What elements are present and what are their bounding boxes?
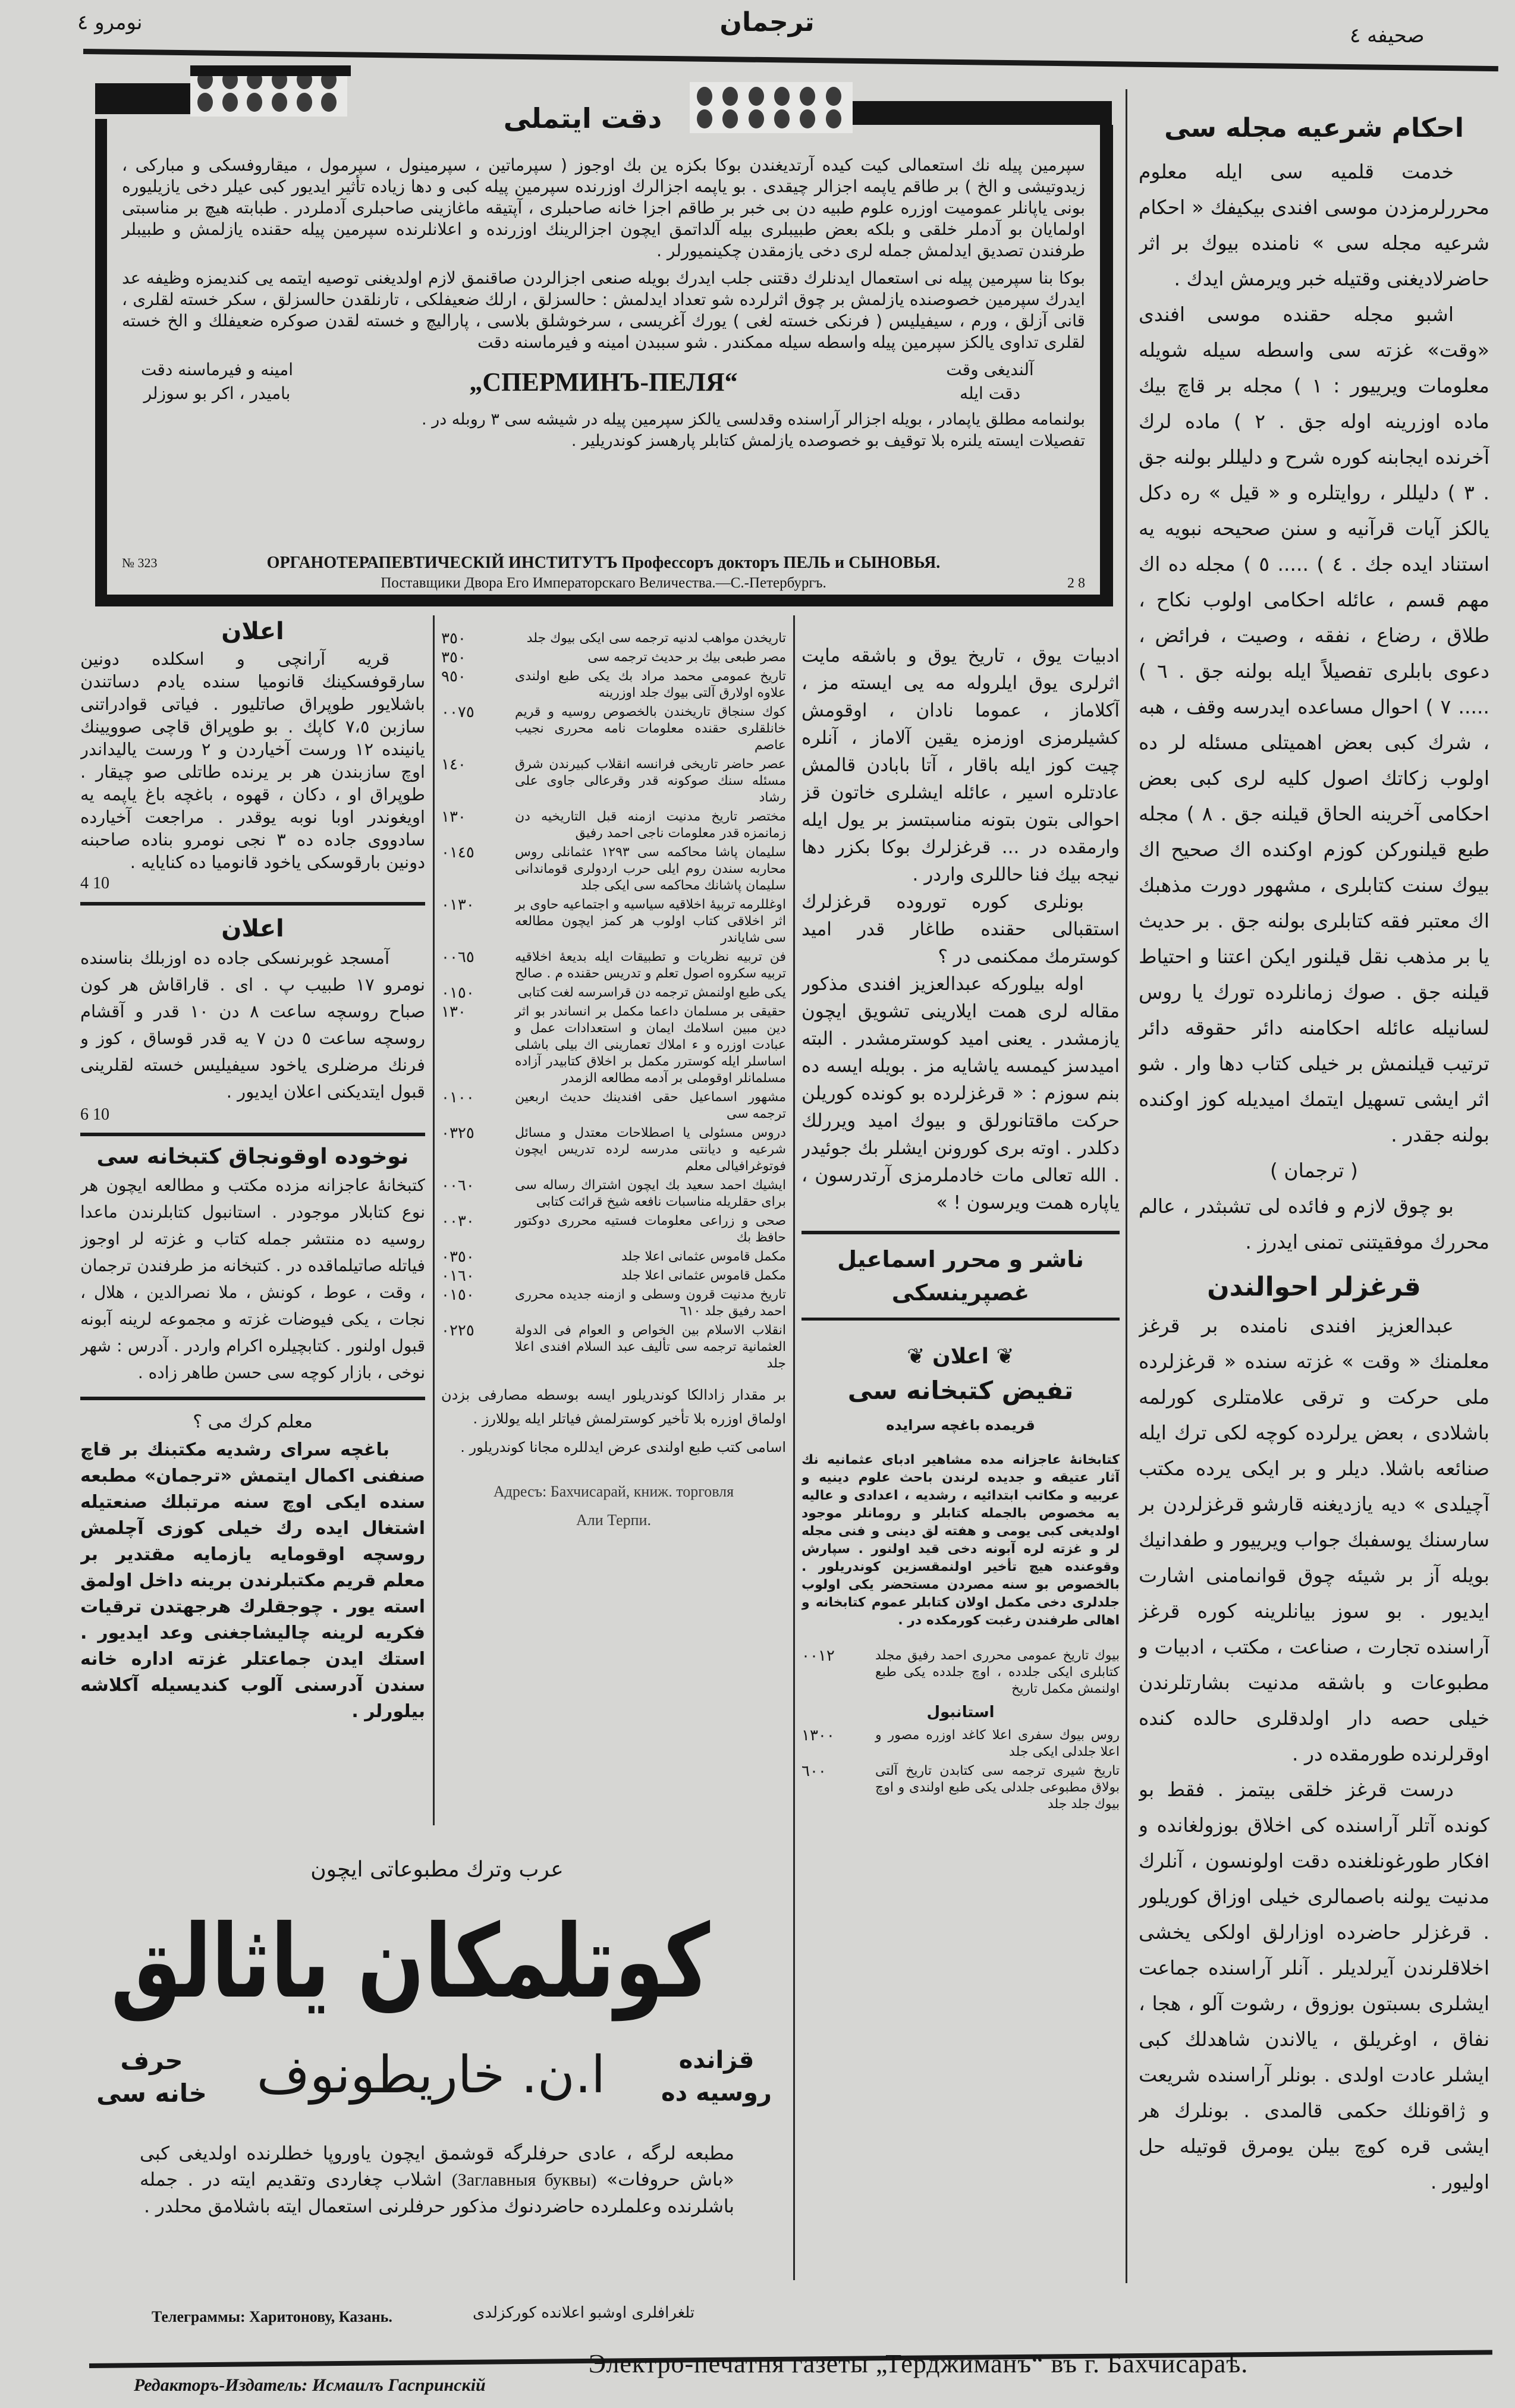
ad-heading: اعلان: [221, 915, 284, 942]
telegram-address: Телеграммы: Харитонову, Казань.: [152, 2308, 392, 2325]
book-title: مشهور اسماعيل حقى افندينك حديث اربعين ترجمه سى: [515, 1090, 786, 1121]
ad-description: [140, 2140, 734, 2220]
ad-side-left: [122, 358, 312, 405]
book-price: ٠١٣٠: [441, 896, 474, 914]
article-heading: احكام شرعيه مجله سى: [1164, 113, 1464, 143]
book-price: ٦٠٠: [801, 1762, 826, 1780]
book-list-item: [441, 649, 786, 666]
ad-paragraph: بوكا بنا سپرمين پيله نى استعمال ايدنلرك دقتنى جلب ايدرك بويله صنعى اجزالردن صاقنمق لازم اولديغنى توصيه ايتمه يى كنديمزه وظيفه عد ايدرك سپرمين خصوصنده يازلمش بر چوق اثرلرده شو تعداد ايدلمش : حالسزلق ، ارلك ضعيفلكى ، تارنلقدن حالسزلق ، سكر خسته لقلرى ، قانى آزلق ، ورم ، سيفيليس ( فرنكى خسته لغى ) يورك آغريسى ، سرخوشلق بلاسى ، پاراليچ و خسته لقدن صوكره ضعيفلك و الخ خسته لقلرى تداوى يالكز سپرمين پيله واسطه سيله ممكندر . شو سببدن امينه و فيرماسنه دقت: [122, 268, 1085, 352]
right-column: [1139, 113, 1489, 2283]
newspaper-title: ترجمان: [719, 7, 815, 37]
book-title: بيوك تاريخ عمومى محررى احمد رفيق مجلد كتابلرى ايكى جلدده ، اوچ جلدده يكى طبع اولنمش مكمل تاريخ: [875, 1648, 1120, 1696]
ad-code: 6 10: [80, 1105, 109, 1124]
column-divider: [793, 615, 795, 2280]
book-list-item: [441, 809, 786, 842]
column-divider: [1126, 89, 1127, 2283]
section-rule: [801, 1318, 1120, 1321]
book-list-item: [441, 1125, 786, 1175]
ad-closing-line: تفصيلات ايسته يلنره بلا توقيف بو خصوصده يازلمش كتابلر پارهسز كوندريلير .: [571, 432, 1085, 450]
article-paragraph: اشبو مجله حقنده موسى افندى «وقت» غزته سى واسطه سيله شويله معلومات ويرييور : ١ ) مجله بر قاچ بيك ماده اوزرينه اوله جق . ٢ ) ماده لرك آخرنده ايجابنه كوره شرح و دليللر بولنه جق . ٣ ) دليللر ، روايتلره و « قيل » ره دكل يالكز آيات قرآنيه و سنن صحيحه نبويه يه استناد ايده جك . ٤ ) ..... ٥ ) مجله ده اك مهم قسم ، عائله احكامى اولوب نكاح ، طلاق ، رضاع ، نفقه ، وصيت ، فرائض ، دعوى بابلرى تفصيلاً ايله بولنه جق . ٦ ) ..... ٧ ) احوال مساعده ايدرسه وقف ، هبه ، شرك كبى بعض اهميتلى مسئله لر ده اولوب زكاتك اصول كليه لرى كبى بعض احكامى آخرينه الحاق قيلنه جق . ٨ ) مجله طبع قيلنوركن كوزم اوكنده اك صحيح اك بيوك سنت كتابلرى ، مشهور دورت مذهبك اك معتبر فقه كتابلرى بولنه جق . بر حديث يا بر مذهب نقل قيلنور ايكن اعتنا و احتياط قيلنه جق . صوك زمانلرده تورك يا روس لسانيله عائله احكامنه دائر حقوقه دائر ترتيب قيلنمش بر خيلى كتاب دها وار . شو اثر ايشى تسهيل ايتمك اميديله كوز اوكنده بولنه جقدر .: [1139, 303, 1489, 1146]
book-title: انقلاب الاسلام بين الخواص و العوام فى الدولة العثمانية ترجمه سى تأليف عبد السلام افندى اعلا جلد: [515, 1323, 786, 1371]
book-list-item: [801, 1727, 1120, 1761]
bookshop-owner: Али Терпи.: [576, 1511, 651, 1529]
book-list-item: [441, 1213, 786, 1246]
book-price: ٠١٤٥: [441, 844, 474, 862]
spermin-advertisement: [95, 65, 1113, 606]
book-title: يكى طبع اولنمش ترجمه دن قراسرسه لغت كتابى: [517, 985, 786, 1000]
ad-supplier-row: [122, 575, 1085, 592]
book-price: ٠٢٢٥: [441, 1322, 474, 1340]
book-price: ٠٠٣٠: [441, 1212, 474, 1230]
ad-side-text: دقت ايله: [959, 383, 1021, 403]
article-paragraph: ادبيات يوق ، تاريخ يوق و باشقه مايت اثرلرى يوق ايلروله مه يى ايسته مز ، آكلاماز ، عموما نادان ، اوقومش كشيلرمزى اوزمزه يقين آلاماز ، آنلره چيت كوز ايله باقار ، آتا بابادن قالمش عادتلره اسير ، عائله ايشلرى خاتون قز احوالى بتون بتونه مناسبتسز بر يول ايله وارمقده در ... قرغزلرك بوكا بكزر دها نيجه بيك فنا حاللرى واردر .: [801, 645, 1120, 885]
book-list-item: [441, 1089, 786, 1123]
ad-side-text: آلنديغى وقت: [946, 360, 1034, 379]
issue-number: نومرو ٤: [77, 11, 143, 34]
book-title: مكمل قاموس عثمانى اعلا جلد: [621, 1249, 786, 1264]
ad-border-left: [95, 119, 107, 595]
section-rule: [801, 1231, 1120, 1234]
book-price-list: [441, 630, 786, 1819]
publisher-line: ناشر و محرر اسماعيل غصپرينسكى: [837, 1246, 1084, 1306]
ad-heading: معلم كرك مى ؟: [193, 1412, 313, 1432]
bookshop-address: Адресъ: Бахчисарай, книж. торговля: [493, 1483, 734, 1500]
classified-ad-text: باغچه سراى رشديه مكتبنك بر قاچ صنفنى اكمال ايتمش «ترجمان» مطبعه سنده ايكى اوچ سنه مرتبلك صنعتيله اشتغال ايده رك خيلى كوزى آچلمش روسچه اوقومايه يازمايه مقتدير بر معلم قريم مكتبلرندن برينه داخل اولمق استه يور . چوجقلرك هرجهتدن ترقيات فكريه لرينه چاليشاجغنى وعد ايديور . استك ايدن جماعتلر غزته اداره خانه سندن آدرسنى آلوب كنديسيله آكلاشه بيلورلر .: [80, 1439, 425, 1722]
book-price: ٩٥٠: [441, 668, 466, 686]
book-list-item: [801, 1648, 1120, 1697]
ad-heading-text: اعلان: [932, 1344, 989, 1369]
ad-code: 2 8: [1067, 575, 1085, 591]
section-rule: [80, 1397, 425, 1400]
book-title: كوك سنجاق تاريخندن بالخصوص روسيه و قريم خانلقلرى حقنده معلومات نامه محررى نجيب عاصم: [515, 705, 786, 753]
ornament-icon: ❦: [989, 1344, 1014, 1369]
book-title: عصر حاضر تاريخى فرانسه انقلاب كبيرندن شرق مسئله سنك صوكونه قدر وقرعالى جاوى على رشاد: [515, 757, 786, 805]
book-price: ٠٠٦٠: [441, 1177, 474, 1194]
book-price: ٠٠٦٥: [441, 948, 474, 966]
column-3: [801, 642, 1120, 2283]
book-list-item: [441, 756, 786, 806]
ad-product-row: [122, 358, 1085, 405]
ad-border-bottom: [95, 595, 1113, 606]
book-list-item: [441, 668, 786, 702]
ad-border-top-left-2: [190, 65, 351, 76]
library-location: قريمده باغچه سرايده: [886, 1417, 1035, 1434]
book-price: ٠٠٧٥: [441, 703, 474, 721]
book-price: ١٣٠: [441, 808, 466, 826]
ad-heading: اعلان: [221, 618, 284, 645]
ad-subtitle: عرب وترك مطبوعاتى ايچون: [310, 1857, 564, 1882]
book-title: تاريخدن مواهب لدنيه ترجمه سى ايكى بيوك جلد: [526, 631, 786, 646]
article-heading: قرغزلر احوالندن: [1207, 1272, 1421, 1302]
article-paragraph: اوله بيلوركه عبدالعزيز افندى مذكور مقاله لرى همت ايلارينى تشويق ايچون يازمشدر . يعنى اميد كوسترمشدر . البته اميدسز كيمسه ياشايه مز . بويله ايسه ده بنم سوزم : « قرغزلرده بو كونده كوريلن حركت ماقتانورلق و بيوك اميد ويررلك دكلدر . اوته برى كورونن ايشلر بك جوئيدر . الله تعالى مات خادملرمزى آرتدرسون ، ياپاره همت ويرسون ! »: [801, 973, 1120, 1214]
ad-ornament-right: [690, 82, 853, 133]
ad-border-top-left: [95, 83, 190, 114]
product-name: „СПЕРМИНЪ-ПЕЛЯ“: [469, 367, 738, 397]
ad-border-right: [1100, 125, 1113, 595]
ad-content: [122, 155, 1085, 592]
ad-code: 4 10: [80, 874, 109, 892]
book-list-item: [441, 1004, 786, 1087]
book-title: ايشيك احمد سعيد بك ايچون اشتراك رساله سى براى حقلريله مناسبات نافعه شيخ قرائت كتابى: [515, 1178, 786, 1209]
book-list-item: [441, 897, 786, 947]
ad-side-text: امينه و فيرماسنه دقت: [141, 360, 293, 379]
book-price: ٣٥٠: [441, 649, 466, 667]
left-column: [80, 615, 425, 1816]
ad-body: [122, 155, 1085, 353]
ornament-icon: ❦: [907, 1344, 932, 1369]
book-title: مختصر تاريخ مدنيت ازمنه قبل التاريخيه دن زمانمزه قدر معلومات ناجى احمد رفيق: [515, 809, 786, 841]
ad-description-text: مطبعه لرگه ، عادى حرفلرگه قوشمق ايچون ياوروپا خطلرنده اولديغى كبى «باش حروفات»: [140, 2143, 735, 2190]
ad-heading: نوخوده اوقونجاق كتبخانه سى: [96, 1145, 409, 1169]
ad-institute-row: [122, 554, 1085, 573]
type-foundry-advertisement: [80, 1855, 788, 2331]
book-list-item: [801, 1763, 1120, 1813]
book-title: تاريخ شيرى ترجمه سى كتابدن تاريخ آلتى بولاق مطبوعى جلدلى يكى طبع اولندى و اوچ بيوك جلد جلد: [875, 1763, 1120, 1812]
book-list-item: [441, 1287, 786, 1320]
classified-ad-text: قريه آرانچى و اسكلده دونين سارقوفسكينك قانوميا سنده يادم دساتندن باشلايور طوپراق صاتليور . فياتى قوادراتنى سازبن ٧،٥ كاپك . بو طوپراق قاچى صوويينك يانينده ١٢ ورست آخياردن و ٢ ورست ياليداندر اوچ سازبندن هر بر يرنده طاتلى صو چيقار . طوپراق او ، دكان ، قهوه ، باغچه باغ ياپمه يه اويغوندر اوبا نوبه يوقدر . مراجعت آخيارده سادووى جاده ده ٣ نجى نومرو بناده صاحبنه دونين بارقوسكى ياخود قانوميا ده كنايايه .: [80, 649, 425, 872]
article-paragraph: درست قرغز خلقى بيتمز . فقط بو كونده آتلر آراسنده كى اخلاق بوزولغانده و افكار طورغونلغنده دقت اولونسون ، آنلرك مدنيت يولنه باصمالرى خيلى اوزاق كوريلور . قرغزلر حاضرده اوزارلق اولكى يخشى اخلاقلرندن آيرلديلر . آنلر آراسنده جماعت ايشلرى بسبتون بوزوق ، رشوت آلو ، هجا ، نفاق ، اوغريلق ، يالاندن شاهدلك كبى ايشلر عادت اولدى . بونلر آراسنده شريعت و ژاقونلك حكمى قالمدى . بونلرك هر ايشى قره كوچ بيلن يومرق قوتيله حل اوليور .: [1139, 1778, 1489, 2193]
book-price: ٠٣٢٥: [441, 1124, 474, 1142]
column-divider: [433, 615, 435, 1825]
ad-city: روسيه ده: [661, 2079, 772, 2107]
firm-type: خانه سى: [96, 2079, 207, 2108]
ad-side-right: [895, 358, 1085, 405]
book-price: ٠١٦٠: [441, 1267, 474, 1285]
ad-russian-text: (Заглавныя буквы): [451, 2170, 597, 2190]
ad-closing-line: بولنمامه مطلق ياپمادر ، بويله اجزالر آراسنده وقدلسى يالكز سپرمين پيله در شيشه سى ٣ روبله در .: [422, 410, 1085, 429]
ad-closing-text: [122, 409, 1085, 452]
book-list-item: [441, 704, 786, 754]
book-price: ٣٥٠: [441, 630, 466, 647]
book-price: ٠٣٥٠: [441, 1248, 474, 1266]
book-list-note: بر مقدار زادالكا كوندريلور ايسه بوسطه مصارفى بزدن اولماق اوزره بلا تأخير كوسترلمش فياتلر ايله يوللارز .: [441, 1387, 786, 1427]
ad-title: دقت ايتملى: [503, 102, 662, 134]
book-title: تاريخ عمومى محمد مراد بك يكى طبع اولندى علاوه اولارق آلتى بيوك جلد اوزرينه: [515, 669, 786, 700]
library-text: كتابخانهٔ عاجزانه مده مشاهير ادباى عثمانيه نك آثار عتيقه و جديده لرندن باحث علوم دينيه و عربيه و مكاتب ابتدائيه ، رشديه ، اعدادى و عاليه يه مخصوص بالجمله كتابلر و رومانلر موجود اولديغى كبى يومى و هفته لق دينى و فنى مجله لر و غزته لره آبونه دخى قيد اولنور . سپارش وقوعنده هيچ تأخير اولنمقسزين كوندريلور . بالخصوص بو سنه مصردن مستحضر يكى اولوب جلدلرى دخى مكمل اولان كتابلر عموم كتابخانه و اهالى طرفندن رغبت كورمكده در .: [801, 1453, 1120, 1628]
editor-line: Редакторъ-Издатель: Исмаилъ Гаспринскій: [134, 2375, 486, 2395]
firm-type: حرف: [120, 2046, 183, 2075]
book-title: مكمل قاموس عثمانى اعلا جلد: [621, 1268, 786, 1283]
book-title: تاريخ مدنيت قرون وسطى و ازمنه جديده محررى احمد رفيق جلد ٦١٠: [515, 1287, 786, 1319]
book-title: روس بيوك سفرى اعلا كاغد اوزره مصور و اعلا جلدلى ايكى جلد: [875, 1728, 1120, 1759]
book-title: مصر طبعى بيك بر حديث ترجمه سى: [587, 650, 786, 665]
ad-heading: [801, 1344, 1120, 1369]
supplier-line: Поставщики Двора Его Императорскаго Величества.—С.-Петербургъ.: [381, 575, 826, 591]
printer-line: Электро-печатня газеты „Терджиманъ“ въ г. Бахчисараѣ.: [589, 2349, 1249, 2378]
firm-name: ا.ن. خاريطونوف: [256, 2045, 606, 2105]
article-paragraph: عبدالعزيز افندى نامنده بر قرغز معلمنك « وقت » غزته سنده « قرغزلرده ملى حركت و ترقى علامتلرى كورلمه باشلادى ، بعض يرلرده كوچه لكى ترك ايله صنائعه باشلا. ديلر و بر ايكى يرده مكتب آچيلدى » ديه يازديغنه قارشو قرغزلردن بر سارسنك يوسفبك جواب ويرييور و طفدانيك بويله آز بر شيئه چوق قوانمامنى اشارت ايديور . بو سوز بيانلرينه كوره قرغز آراسنده تجارت ، صناعت ، مكتب ، ادبيات و مطبوعات و باشقه مدنيت بشارتلرندن خيلى حصه دار اولدقلرى حالده كنده اوقرلرنده طورمقده در .: [1139, 1314, 1489, 1765]
classified-ad-text: كتبخانهٔ عاجزانه مزده مكتب و مطالعه ايچون هر نوع كتابلار موجودر . استانبول كتابلرندن ماعدا روسيه ده منتشر جمله كتاب و غزته لر اوجوز فياتله صاتيلماقده در . كتبخانه مز طرفندن ترجمان ، وقت ، عوط ، كونش ، ملا نصرالدين ، هلال ، نجات ، يكى فيوضات غزته و مجموعه لرينه آبونه قبول اولنور . كتابچيلره اكرام واردر . آدرس : شهر نوخى ، بازار كوچه سى حسن طاهر زاده .: [80, 1175, 425, 1382]
ad-number: № 323: [122, 555, 158, 570]
book-list-item: [441, 1177, 786, 1211]
book-price: ٠٠١٢: [801, 1647, 835, 1665]
ad-city: قزانده: [678, 2047, 755, 2074]
book-price: ١٤٠: [441, 756, 466, 774]
book-title: سليمان پاشا محاكمه سى ١٢٩٣ عثمانلى روس محاربه سندن روم ايلى حرب اردولرى قوماندانى سليمان پاشانك محاكمه سى ايكى جلد: [515, 845, 786, 893]
book-price: ٠١٥٠: [441, 1286, 474, 1304]
book-title: اوغللرمه تربيهٔ اخلاقيه سياسيه و اجتماعيه حاوى بر اثر اخلاقى كتاب اولوب هر كمز ايچون مطالعه سى شاياندر: [515, 897, 786, 945]
book-title: فن تربيه نظريات و تطبيقات ايله بديعهٔ اخلاقيه تربيه سكروه اصول تعلم و تدريس حقنده م . صالح: [515, 950, 786, 981]
library-name: تفيض كتبخانه سى: [847, 1376, 1074, 1405]
editorial-comment: بو چوق لازم و فائده لى تشبثدر ، عالم محررك موفقيتنى تمنى ايدرز .: [1139, 1194, 1489, 1253]
book-title: دروس مسئولى يا اصطلاحات معتدل و مسائل شرعيه و ديانتى مدرسه لرده تدريس ايچون فوتوغرافيالى معلم: [515, 1126, 786, 1174]
page-number: صحيفه ٤: [1350, 24, 1425, 48]
book-list-item: [441, 1268, 786, 1284]
ad-side-text: باميدر ، اكر بو سوزلر: [143, 383, 291, 403]
section-rule: [80, 902, 425, 906]
book-price: ١٣٠٠: [801, 1727, 835, 1744]
book-price: ١٣٠: [441, 1003, 466, 1021]
book-list-item: [441, 844, 786, 894]
book-list-item: [441, 985, 786, 1001]
book-list-item: [441, 949, 786, 982]
book-list-item: [441, 1322, 786, 1372]
book-price: ٠١٥٠: [441, 984, 474, 1002]
book-price: ٠١٠٠: [441, 1089, 474, 1106]
article-signature: ( ترجمان ): [1270, 1159, 1358, 1182]
ad-description-text: اشلاب چغاردى وتقديم ايته در . جمله باشلرنده وعلملرده حاضردنوك مذكور حرفلرنى استعمال ايته باشلامق محلدر .: [140, 2169, 734, 2217]
section-rule: [80, 1133, 425, 1136]
telegram-note: تلغرافلرى اوشبو اعلانده كوركزلدى: [473, 2304, 695, 2322]
list-subheading: استانبول: [926, 1703, 995, 1721]
book-title: حقيقى بر مسلمان داعما مكمل بر انساندر بو اثر دين مبين اسلامك ايمان و استعدادات عمل و عبادت اوزره و ء املاك تعمارينى اك بيلى باشلى اساسلر ايله كوسترر مكمل بر اخلاق كتابيدر آزاده مسلمانلر اوقوملى بر آدمه مطالعه الزمدر: [515, 1004, 786, 1086]
book-list-note: اسامى كتب طبع اولندى عرض ايدللره مجانا كوندريلور .: [460, 1439, 786, 1456]
ad-main-title: كوتلمكان ياثالق: [111, 1903, 711, 2021]
book-list-item: [441, 1249, 786, 1265]
book-title: صحى و زراعى معلومات فستيه محررى دوكتور حافظ بك: [515, 1214, 786, 1245]
classified-ad-text: آمسجد غوبرنسكى جاده ده اوزبلك بناسنده نومرو ١٧ طبيب پ . اى . قاراقاش هر كون صباح روسچه ساعت ٨ دن ١٠ قدر و آقشام روسچه ساعت ٥ دن ٧ يه قدر قوساق ، كوز و فرنك مرضلرى ياخود سيفيليس خسته لقلرينى قبول ايتديكنى اعلان ايديور .: [80, 948, 425, 1102]
institute-name: ОРГАНОТЕРАПЕВТИЧЕСКІЙ ИНСТИТУТЪ Профессоръ докторъ ПЕЛЬ и СЫНОВЬЯ.: [266, 554, 941, 572]
article-paragraph: خدمت قلميه سى ايله معلوم محررلرمزدن موسى افندى بيكيفك « احكام شرعيه مجله سى » نامنده بيوك بر اثر حاضرلاديغنى وقتيله خبر ويرمش ايدك .: [1139, 160, 1489, 290]
article-paragraph: بونلرى كوره توروده قرغزلرك استقبالى حقنده طاغار قدر اميد كوسترمك ممكنمى در ؟: [801, 891, 1120, 967]
book-list-item: [441, 630, 786, 647]
ad-paragraph: سپرمين پيله نك استعمالى كيت كيده آرتديغندن بوكا بكزه ين بك اوجوز ( سپرماتين ، سپرمينول ، سپرمول ، ميقاروفسكى و مباركى ، زيدوتيشى و الخ ) بر طاقم ياپمه اجزالر چيقدى . بو ياپمه اجزالرك اوزرنده سپرمين پيله كبى و دها زياده تأثير ايديور كبى عيلر دخى يازيليوره بونى ياپانلر عموميت اوزره علوم طبيه دن بى خبر بر طاقم اجزا خانه صاحبلرى ، آپتيقه ماغازينى صاحبلرى آدملردر . طبابته هيچ بر مناسبتى اولمايان بو آدملر خلقى و بلكه بعض طبيبلرى بيله آلداتمق ايچون اجزالرينك اوزرنده و اعلانلرنده سپرمين پيله حقنده يازلمش و طبيبلر طرفندن تصديق ايدلمش جمله لرى دخى يازمقدن چكينميورلر .: [122, 155, 1085, 260]
